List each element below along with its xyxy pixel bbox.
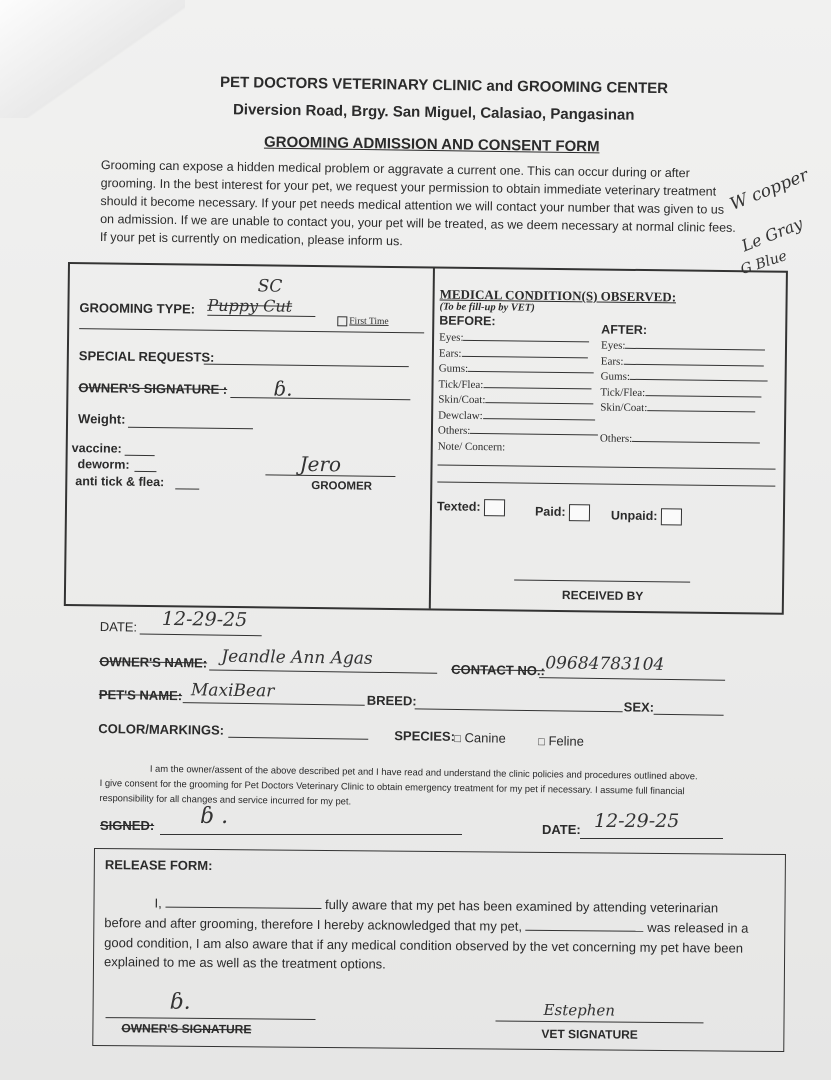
pet-name-label: PET'S NAME: bbox=[98, 686, 183, 704]
consent-line: responsibility for all changes and service incurred for my pet. bbox=[99, 791, 352, 807]
before-item: Gums: bbox=[439, 362, 600, 379]
received-by-line[interactable] bbox=[514, 579, 690, 582]
page-fold bbox=[0, 0, 185, 118]
weight-line[interactable] bbox=[128, 427, 253, 430]
canine-option[interactable]: □ Canine bbox=[454, 730, 506, 746]
color-line[interactable] bbox=[228, 737, 368, 740]
owner-name-line bbox=[209, 670, 437, 674]
after-item: Tick/Flea: bbox=[600, 385, 768, 403]
vaccine-line[interactable] bbox=[125, 455, 155, 456]
intro-paragraph bbox=[100, 156, 737, 255]
margin-note-blue: G Blue bbox=[738, 248, 790, 278]
release-owner-sig-label: OWNER'S SIGNATURE bbox=[121, 1021, 252, 1037]
before-item: Ears: bbox=[439, 346, 600, 363]
date-value[interactable]: 12-29-25 bbox=[161, 607, 248, 632]
texted-checkbox[interactable] bbox=[484, 499, 505, 516]
first-time-label: First Time bbox=[349, 316, 389, 328]
release-owner-name-line[interactable] bbox=[165, 907, 321, 909]
groomer-label: GROOMER bbox=[311, 479, 373, 493]
paid-option[interactable] bbox=[535, 504, 590, 522]
release-owner-mark: ɓ. bbox=[169, 989, 191, 1015]
grooming-type-value[interactable]: Puppy Cut bbox=[207, 296, 315, 317]
unpaid-option[interactable] bbox=[611, 508, 682, 526]
release-line-4: explained to me as well as the treatment options. bbox=[103, 954, 386, 972]
sex-label: SEX: bbox=[623, 699, 655, 715]
groomer-line[interactable] bbox=[265, 474, 395, 477]
release-title: RELEASE FORM: bbox=[104, 857, 213, 874]
clinic-name: PET DOCTORS VETERINARY CLINIC and GROOMING CENTER bbox=[219, 73, 669, 98]
consent-date-value[interactable]: 12-29-25 bbox=[594, 810, 680, 832]
owner-name-value[interactable]: Jeandle Ann Agas bbox=[221, 646, 373, 669]
paid-label: Paid: bbox=[534, 504, 566, 519]
grooming-type-line2 bbox=[79, 328, 424, 333]
consent-text bbox=[99, 760, 697, 813]
first-time-option[interactable] bbox=[337, 316, 388, 327]
owner-signature-mark: ɓ. bbox=[273, 376, 293, 401]
contact-label: CONTACT NO.: bbox=[451, 661, 545, 679]
contact-value[interactable]: 09684783104 bbox=[545, 653, 665, 675]
special-requests-label: SPECIAL REQUESTS: bbox=[78, 348, 215, 365]
vet-signature-mark: Estephen bbox=[543, 1000, 616, 1020]
signed-mark: ɓ . bbox=[200, 804, 229, 829]
feline-option[interactable]: □ Feline bbox=[538, 733, 585, 749]
after-item: Others: bbox=[600, 431, 768, 449]
clinic-address: Diversion Road, Brgy. San Miguel, Calasiao, Pangasinan bbox=[232, 101, 635, 124]
before-list bbox=[438, 331, 600, 457]
consent-date-line bbox=[580, 838, 723, 839]
contact-line bbox=[539, 677, 725, 681]
signed-line[interactable] bbox=[160, 834, 462, 835]
before-label: BEFORE: bbox=[439, 313, 496, 329]
before-item: Others: bbox=[438, 424, 599, 441]
color-label: COLOR/MARKINGS: bbox=[98, 720, 225, 738]
release-owner-sig-line[interactable] bbox=[106, 1017, 316, 1020]
intro-line: should it become necessary. If your pet needs medical attention we will contact your number that was given to us bbox=[100, 193, 725, 217]
admission-box bbox=[64, 262, 788, 615]
deworm-label: deworm: bbox=[77, 457, 130, 472]
note-line-1[interactable] bbox=[438, 465, 776, 470]
texted-option[interactable] bbox=[437, 499, 505, 517]
release-line-3: good condition, I am also aware that if any medical condition observed by the vet concerning my pet have been bbox=[104, 935, 744, 956]
owner-info bbox=[98, 607, 740, 780]
form-title: GROOMING ADMISSION AND CONSENT FORM bbox=[263, 133, 600, 156]
intro-line: grooming. In the best interest for your pet, we request your permission to obtain immediate veterinary treatment bbox=[100, 175, 717, 199]
after-list bbox=[600, 339, 769, 449]
consent-line: I am the owner/assent of the above described pet and I have read and understand the clinic policies and procedures outlined above. bbox=[149, 762, 698, 782]
margin-note-copper: W copper bbox=[727, 165, 812, 215]
weight-label: Weight: bbox=[77, 411, 126, 427]
texted-label: Texted: bbox=[436, 499, 481, 514]
release-box bbox=[92, 848, 786, 1052]
medical-title: MEDICAL CONDITION(S) OBSERVED: bbox=[439, 286, 677, 305]
consent-line: I give consent for the grooming for Pet Doctors Veterinary Clinic to obtain emergency treatment for my pet if necessary. I assume full financial bbox=[99, 776, 685, 797]
antitick-label: anti tick & flea: bbox=[75, 474, 165, 490]
intro-line: on admission. If we are unable to contact you, your pet will be treated, as we deem necessary at normal clinic fees. bbox=[100, 211, 736, 235]
deworm-line[interactable] bbox=[134, 471, 156, 472]
release-line-2: before and after grooming, therefore I hereby acknowledged that my pet, was released in a bbox=[104, 915, 749, 936]
box-divider bbox=[429, 268, 435, 608]
sex-line[interactable] bbox=[654, 714, 724, 716]
breed-line[interactable] bbox=[415, 708, 623, 712]
feline-label: Feline bbox=[548, 733, 585, 749]
species-label: SPECIES: bbox=[394, 728, 456, 744]
date-label: DATE: bbox=[99, 618, 138, 635]
intro-line: If your pet is currently on medication, please inform us. bbox=[99, 229, 403, 249]
after-label: AFTER: bbox=[601, 322, 648, 338]
before-item: Skin/Coat: bbox=[438, 393, 599, 410]
unpaid-label: Unpaid: bbox=[610, 508, 658, 524]
received-by-label: RECEIVED BY bbox=[561, 588, 644, 604]
after-item: Gums: bbox=[601, 370, 769, 388]
breed-label: BREED: bbox=[366, 692, 417, 709]
before-item: Dewclaw: bbox=[438, 408, 599, 425]
canine-label: Canine bbox=[464, 730, 506, 746]
grooming-type-note: SC bbox=[257, 276, 283, 297]
margin-note-gray: Le Gray bbox=[738, 213, 806, 256]
pet-name-value[interactable]: MaxiBear bbox=[190, 680, 275, 702]
special-requests-line[interactable] bbox=[204, 364, 409, 368]
release-pet-name-line[interactable] bbox=[526, 930, 644, 932]
vaccine-label: vaccine: bbox=[71, 441, 122, 456]
vet-sig-line[interactable] bbox=[496, 1021, 704, 1024]
after-item: Ears: bbox=[601, 354, 769, 372]
after-item: Skin/Coat: bbox=[600, 401, 768, 419]
owner-signature-label: OWNER'S SIGNATURE : bbox=[78, 380, 228, 397]
before-item: Tick/Flea: bbox=[438, 377, 599, 394]
owner-name-label: OWNER'S NAME: bbox=[99, 653, 208, 671]
unpaid-checkbox[interactable] bbox=[661, 508, 682, 525]
before-item: Eyes: bbox=[439, 331, 600, 348]
consent-date-label: DATE: bbox=[542, 822, 581, 837]
antitick-line[interactable] bbox=[175, 488, 199, 489]
after-item: Eyes: bbox=[601, 339, 769, 357]
owner-signature-line[interactable] bbox=[230, 397, 410, 400]
vet-sig-label: VET SIGNATURE bbox=[541, 1026, 638, 1042]
pet-name-line bbox=[183, 702, 365, 706]
grooming-type-label: GROOMING TYPE: bbox=[79, 300, 196, 317]
before-item: Note/ Concern: bbox=[437, 440, 506, 453]
groomer-signature: Jero bbox=[299, 451, 342, 477]
first-time-checkbox[interactable] bbox=[337, 316, 347, 326]
intro-line: Grooming can expose a hidden medical problem or aggravate a current one. This can occur during or after bbox=[100, 157, 690, 181]
signed-label: SIGNED: bbox=[100, 818, 155, 833]
release-line-1: I, fully aware that my pet has been examined by attending veterinarian bbox=[154, 895, 719, 916]
medical-subtitle: (To be fill-up by VET) bbox=[439, 301, 535, 314]
paid-checkbox[interactable] bbox=[569, 504, 590, 521]
note-line-2[interactable] bbox=[437, 482, 775, 487]
date-line bbox=[140, 634, 262, 637]
